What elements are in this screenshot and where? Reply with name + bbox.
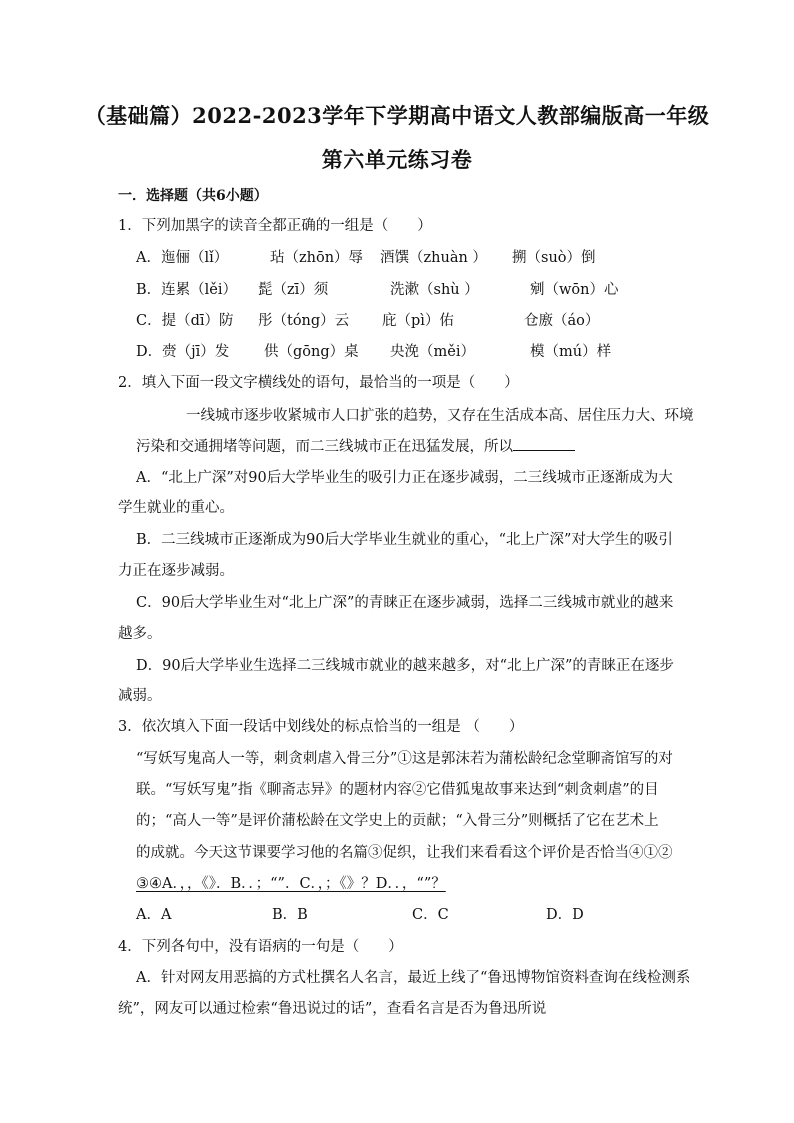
q2-option-c-1: C．90后大学毕业生对“北上广深”的青睐正在逐步减弱，选择二三线城市就业的越来 [136,595,674,611]
q1-c-3: 庇（pì）佑 [382,313,454,329]
q3-stem: 3．依次填入下面一段话中划线处的标点恰当的一组是 （ ） [118,719,524,735]
exam-subtitle: 第六单元练习卷 [321,147,473,172]
q1-b-2: 髭（zī）须 [258,282,329,298]
q4-stem: 4．下列各句中，没有语病的一句是（ ） [118,939,403,955]
exam-title: （基础篇）2022-2023学年下学期高中语文人教部编版高一年级 [84,103,710,128]
q2-option-a-2: 学生就业的重心。 [118,500,234,516]
q2-passage-2-text: 污染和交通拥堵等问题，而二三线城市正在迅猛发展，所以 [136,439,513,455]
q1-a-3: 酒馔（zhuàn ） [380,250,487,266]
q1-b-1: B．连累（lěi） [136,282,238,298]
q3-line-4: 的成就。今天这节课要学习他的名篇③促织，让我们来看看这个评价是否恰当④①② [136,845,673,861]
q1-d-2: 供（gōng）桌 [264,344,359,360]
q4-option-a-2: 统”，网友可以通过检索“鲁迅说过的话”，查看名言是否为鲁迅所说 [118,1001,547,1017]
q2-option-b-2: 力正在逐步减弱。 [118,563,234,579]
answer-blank [513,436,575,451]
q3-line-2: 联。“写妖写鬼”指《聊斋志异》的题材内容②它借狐鬼故事来达到“刺贪刺虐”的目 [136,782,659,798]
q1-b-3: 洗漱（shù ） [390,282,479,298]
q2-passage-2 [136,436,575,457]
q1-d-4: 模（mú）样 [530,344,612,360]
q1-stem: 1．下列加黑字的读音全都正确的一组是（ ） [118,218,432,234]
q1-d-3: 央浼（měi） [390,344,475,360]
q2-option-d-2: 减弱。 [118,688,162,704]
q1-c-2: 彤（tóng）云 [258,313,350,329]
section-heading: 一．选择题（共6小题） [118,188,268,204]
q1-c-1: C．提（dī）防 [136,313,234,329]
q2-option-c-2: 越多。 [118,626,162,642]
q3-line-5: ③④A．，，《》．B．．；“”．C．，；《》？D．．，“”？ [136,876,446,892]
q4-option-a-1: A．针对网友用恶搞的方式杜撰名人名言，最近上线了“鲁迅博物馆资料查询在线检测系 [136,970,691,986]
q1-b-4: 剜（wōn）心 [530,282,619,298]
q3-option-d: D．D [546,907,584,923]
q3-line-3: 的；“高人一等”是评价蒲松龄在文学史上的贡献；“入骨三分”则概括了它在艺术上 [136,813,659,829]
q2-passage-1: 一线城市逐步收紧城市人口扩张的趋势，又存在生活成本高、居住压力大、环境 [186,408,694,424]
q1-a-2: 玷（zhōn）辱 [270,250,364,266]
q2-option-b-1: B．二三线城市正逐渐成为90后大学毕业生就业的重心，“北上广深”对大学生的吸引 [136,532,673,548]
q1-d-1: D．赍（jī）发 [136,344,230,360]
q2-stem: 2．填入下面一段文字横线处的语句，最恰当的一项是（ ） [118,375,519,391]
q1-a-1: A．迤俪（lǐ） [136,250,229,266]
q1-a-4: 搠（suò）倒 [512,250,596,266]
q3-option-c: C．C [412,907,449,923]
q3-option-a: A．A [136,907,172,923]
q1-c-4: 仓廒（áo） [524,313,600,329]
q2-option-d-1: D．90后大学毕业生选择二三线城市就业的越来越多，对“北上广深”的青睐正在逐步 [136,658,674,674]
q3-line-1: “写妖写鬼高人一等，刺贪刺虐入骨三分”①这是郭沫若为蒲松龄纪念堂聊斋馆写的对 [136,751,673,767]
q3-option-b: B．B [272,907,308,923]
q2-option-a-1: A．“北上广深”对90后大学毕业生的吸引力正在逐步减弱，二三线城市正逐渐成为大 [136,470,673,486]
